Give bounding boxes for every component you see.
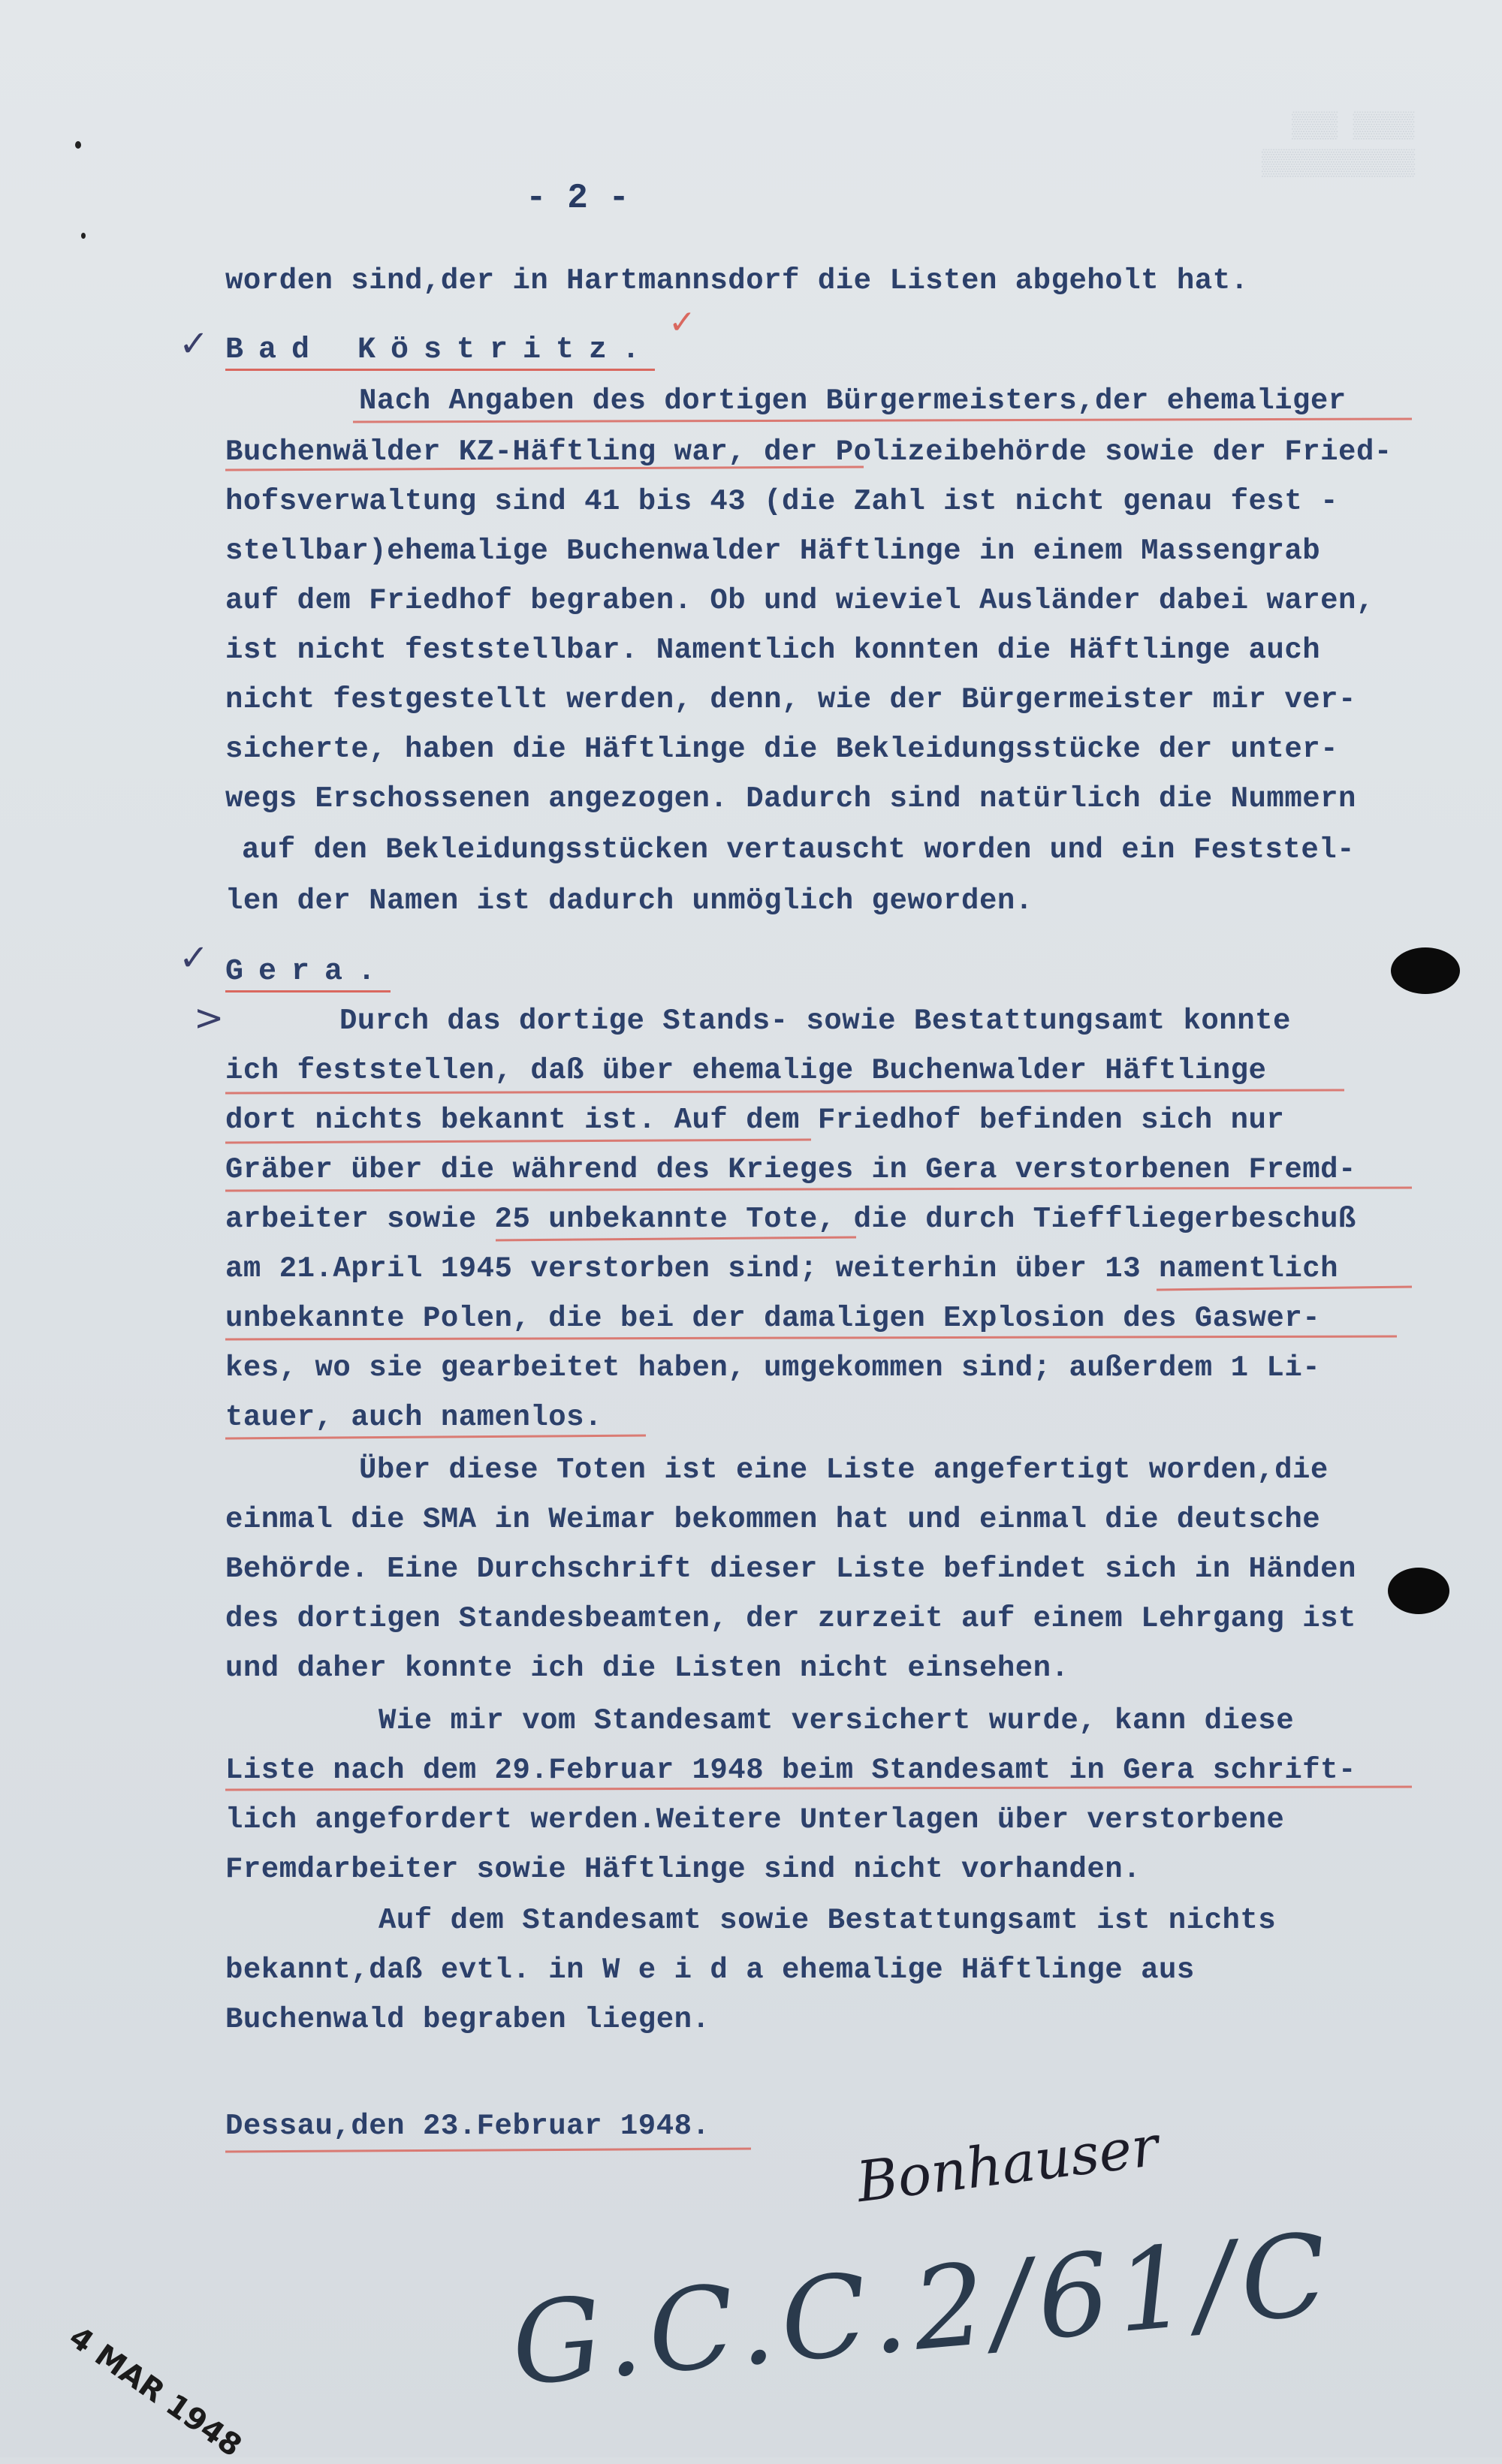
- intro-line: worden sind,der in Hartmannsdorf die Listen abgeholt hat.: [225, 264, 1249, 297]
- check-mark-icon: ✓: [179, 937, 210, 979]
- text-line: ist nicht feststellbar. Namentlich konnten die Häftlinge auch: [225, 634, 1321, 667]
- page-number: - 2 -: [526, 179, 630, 218]
- date-stamp: 4 MAR 1948: [62, 2320, 249, 2464]
- handwritten-file-reference: G.C.C.2/61/C: [506, 2209, 1341, 2411]
- text-line: Liste nach dem 29.Februar 1948 beim Standesamt in Gera schrift-: [225, 1754, 1356, 1787]
- text-line: ich feststellen, daß über ehemalige Buchenwalder Häftlinge: [225, 1054, 1267, 1087]
- red-check-mark-icon: ✓: [668, 303, 696, 342]
- text-line: bekannt,daß evtl. in W e i d a ehemalige Häftlinge aus: [225, 1953, 1195, 1987]
- check-mark-icon: ✓: [179, 323, 210, 365]
- text-line: Gräber über die während des Krieges in Gera verstorbenen Fremd-: [225, 1153, 1356, 1186]
- text-line: und daher konnte ich die Listen nicht einsehen.: [225, 1652, 1069, 1685]
- place-and-date: Dessau,den 23.Februar 1948.: [225, 2110, 710, 2143]
- heading-gera: Gera.: [225, 955, 391, 993]
- text-line: tauer, auch namenlos.: [225, 1401, 602, 1434]
- handwritten-signature: Bonhauser: [853, 2113, 1162, 2215]
- text-line: Buchenwald begraben liegen.: [225, 2003, 710, 2036]
- text-line: arbeiter sowie 25 unbekannte Tote, die durch Tieffliegerbeschuß: [225, 1203, 1356, 1236]
- text-line: lich angefordert werden.Weitere Unterlagen über verstorbene: [225, 1803, 1285, 1836]
- text-line: einmal die SMA in Weimar bekommen hat und einmal die deutsche: [225, 1503, 1321, 1536]
- text-line: am 21.April 1945 verstorben sind; weiterhin über 13 namentlich: [225, 1252, 1339, 1285]
- text-line: Behörde. Eine Durchschrift dieser Liste befindet sich in Händen: [225, 1553, 1356, 1586]
- text-line: hofsverwaltung sind 41 bis 43 (die Zahl ist nicht genau fest -: [225, 485, 1339, 518]
- text-line: sicherte, haben die Häftlinge die Bekleidungsstücke der unter-: [225, 733, 1339, 766]
- text-line: des dortigen Standesbeamten, der zurzeit auf einem Lehrgang ist: [225, 1602, 1356, 1635]
- text-line: Wie mir vom Standesamt versichert wurde, kann diese: [379, 1704, 1295, 1737]
- heading-bad-koestritz: Bad Köstritz.: [225, 333, 655, 371]
- text-line: Auf dem Standesamt sowie Bestattungsamt ist nichts: [379, 1904, 1277, 1937]
- text-line: Nach Angaben des dortigen Bürgermeisters,der ehemaliger: [359, 384, 1347, 417]
- text-line: stellbar)ehemalige Buchenwalder Häftlinge in einem Massengrab: [225, 535, 1321, 568]
- text-line: Über diese Toten ist eine Liste angefertigt worden,die: [359, 1453, 1329, 1487]
- text-line: kes, wo sie gearbeitet haben, umgekommen sind; außerdem 1 Li-: [225, 1351, 1321, 1384]
- text-line: wegs Erschossenen angezogen. Dadurch sind natürlich die Nummern: [225, 782, 1356, 815]
- text-line: Buchenwälder KZ-Häftling war, der Polizeibehörde sowie der Fried-: [225, 435, 1392, 468]
- text-line: Durch das dortige Stands- sowie Bestattungsamt konnte: [339, 1005, 1291, 1038]
- bleed-through-text: ▒▒▒▒▒▒▒▒▒▒: [1262, 150, 1416, 179]
- text-line: len der Namen ist dadurch unmöglich geworden.: [225, 884, 1033, 917]
- text-line: auf dem Friedhof begraben. Ob und wieviel Ausländer dabei waren,: [225, 584, 1374, 617]
- text-line: unbekannte Polen, die bei der damaligen Explosion des Gaswer-: [225, 1302, 1321, 1335]
- bleed-through-text: ▒▒▒ ▒▒▒▒: [1292, 113, 1415, 141]
- text-line: nicht festgestellt werden, denn, wie der Bürgermeister mir ver-: [225, 683, 1356, 716]
- text-line: dort nichts bekannt ist. Auf dem Friedhof befinden sich nur: [225, 1104, 1285, 1137]
- text-line: Fremdarbeiter sowie Häftlinge sind nicht vorhanden.: [225, 1853, 1142, 1886]
- bracket-mark-icon: >: [194, 997, 225, 1039]
- text-line: auf den Bekleidungsstücken vertauscht worden und ein Feststel-: [242, 833, 1356, 866]
